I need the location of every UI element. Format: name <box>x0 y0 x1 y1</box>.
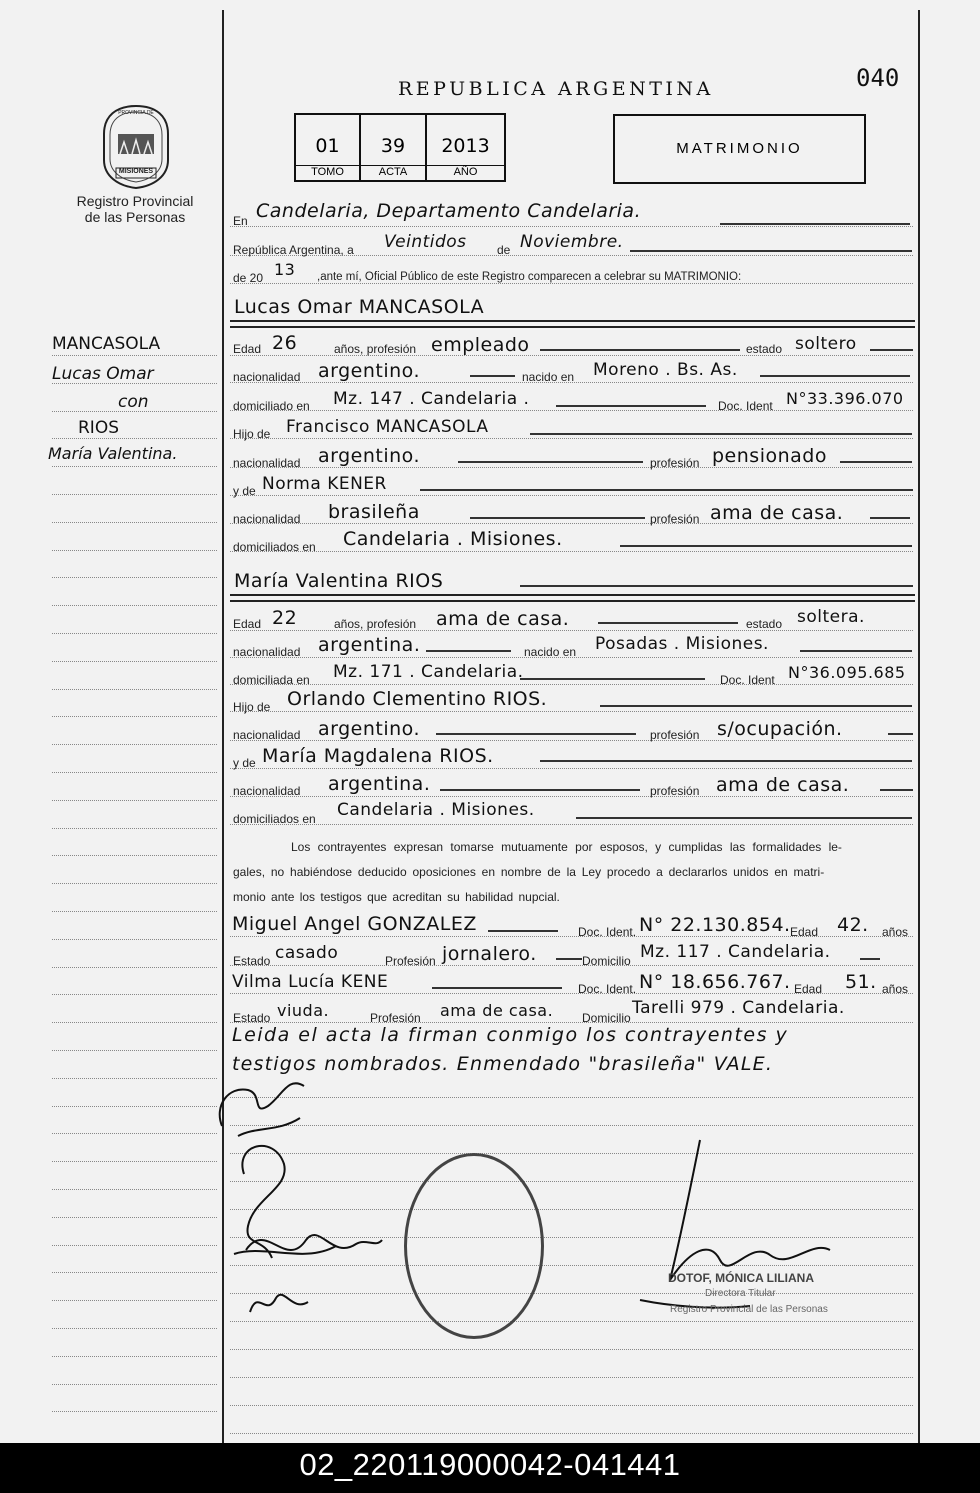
fill-dash-line <box>436 733 636 735</box>
acta-cell <box>361 115 427 180</box>
fill-dash-line <box>488 930 558 932</box>
groom-doc: N°33.396.070 <box>786 389 904 408</box>
bride-age: 22 <box>272 607 298 629</box>
seal-text-top: PROVINCIA DE <box>118 110 154 116</box>
field-underline <box>230 1022 913 1023</box>
margin-name-groom: Lucas Omar <box>52 364 154 384</box>
witness1-domicilio-label: Domicilio <box>582 954 631 968</box>
bride-domiciliada-label: domiciliada en <box>233 673 310 687</box>
margin-rule-line <box>52 1161 217 1162</box>
fill-dash-line <box>880 789 913 791</box>
groom-birthplace: Moreno . Bs. As. <box>593 360 738 380</box>
fill-dash-line <box>432 987 562 989</box>
bride-yde-label: y de <box>233 756 256 770</box>
groom-anios-profesion-label: años, profesión <box>334 342 417 356</box>
en-label: En <box>233 214 248 228</box>
margin-rule-line <box>52 828 217 829</box>
witness2-doc-label: Doc. Ident. <box>578 982 637 996</box>
field-underline <box>230 965 913 966</box>
groom-address: Mz. 147 . Candelaria . <box>333 389 530 409</box>
official-title: Directora Titular <box>705 1288 776 1299</box>
acta-value: 39 <box>380 135 406 157</box>
groom-father-profesion-label: profesión <box>650 456 700 470</box>
registry-name-line1: Registro Provincial <box>76 193 194 209</box>
fill-dash-line <box>556 958 582 960</box>
field-underline <box>230 824 913 825</box>
bride-edad-label: Edad <box>233 617 262 631</box>
bride-father-profession: s/ocupación. <box>717 718 843 740</box>
margin-rule-line <box>52 1411 217 1412</box>
groom-mother-nationality-label: nacionalidad <box>233 512 301 526</box>
field-underline <box>230 630 913 631</box>
field-underline <box>230 796 913 797</box>
field-underline <box>230 410 913 411</box>
official-stamp <box>404 1153 544 1339</box>
name-separator-line <box>230 600 915 602</box>
margin-rule-line <box>52 355 217 356</box>
bride-civil-status: soltera. <box>797 607 865 627</box>
groom-nationality: argentino. <box>318 360 421 382</box>
month-value: Noviembre. <box>520 232 624 252</box>
fill-dash-line <box>870 517 910 519</box>
witness2-estado-label: Estado <box>233 1011 271 1025</box>
field-underline <box>230 495 913 496</box>
fill-dash-line <box>470 375 515 377</box>
bride-address: Mz. 171 . Candelaria. <box>333 662 524 682</box>
field-underline <box>230 551 913 552</box>
fill-dash-line <box>800 650 912 652</box>
field-underline <box>230 467 913 468</box>
margin-rule-line <box>52 550 217 551</box>
witness2-anios-label: años <box>882 982 909 996</box>
bride-father: Orlando Clementino RIOS. <box>287 688 548 710</box>
field-underline <box>230 711 913 712</box>
margin-rule-line <box>52 522 217 523</box>
signature-witness-2-icon <box>244 1282 314 1322</box>
groom-father-profession: pensionado <box>712 445 827 467</box>
margin-rule-line <box>52 1300 217 1301</box>
fill-dash-line <box>630 250 912 252</box>
groom-mother-profession: ama de casa. <box>710 502 844 524</box>
margin-surname-groom: MANCASOLA <box>52 334 161 354</box>
name-separator-line <box>230 594 915 596</box>
groom-profession: empleado <box>431 334 530 356</box>
witness2-age: 51. <box>845 971 877 993</box>
bride-hijo-label: Hijo de <box>233 700 271 714</box>
margin-rule-line <box>52 716 217 717</box>
witness1-edad-label: Edad <box>790 925 819 939</box>
margin-rule-line <box>52 1328 217 1329</box>
groom-nacido-label: nacido en <box>522 370 575 384</box>
margin-rule-line <box>52 494 217 495</box>
groom-father: Francisco MANCASOLA <box>286 417 489 437</box>
witness1-estado-label: Estado <box>233 954 271 968</box>
main-rule-line <box>230 1349 913 1350</box>
year-suffix: 13 <box>274 260 296 279</box>
field-underline <box>230 355 913 356</box>
field-underline <box>230 768 913 769</box>
witness1-doc-label: Doc. Ident. <box>578 925 637 939</box>
republica-label: República Argentina, a <box>233 243 354 257</box>
fill-dash-line <box>598 622 738 624</box>
registry-name-line2: de las Personas <box>84 209 186 225</box>
groom-parents-address: Candelaria . Misiones. <box>343 528 563 550</box>
fill-dash-line <box>458 461 643 463</box>
margin-rule-line <box>52 1217 217 1218</box>
fill-dash-line <box>540 760 912 762</box>
margin-rule-line <box>52 689 217 690</box>
margin-rule-line <box>52 1106 217 1107</box>
bride-mother-profession: ama de casa. <box>716 774 850 796</box>
name-separator-line <box>230 320 915 322</box>
fill-dash-line <box>760 375 910 377</box>
margin-rule-line <box>52 605 217 606</box>
margin-rule-line <box>52 1133 217 1134</box>
fill-dash-line <box>530 433 912 435</box>
official-name: DOTOF, MÓNICA LILIANA <box>668 1271 814 1285</box>
groom-domiciliado-label: domiciliado en <box>233 399 310 413</box>
fill-dash-line <box>840 461 912 463</box>
right-frame-line <box>918 10 920 1443</box>
bride-estado-label: estado <box>746 617 783 631</box>
groom-age: 26 <box>272 332 298 354</box>
field-underline <box>230 740 913 741</box>
field-underline <box>230 684 913 685</box>
witness2-profession: ama de casa. <box>440 1001 554 1020</box>
margin-rule-line <box>52 1272 217 1273</box>
record-number-boxes <box>294 113 506 182</box>
groom-edad-label: Edad <box>233 342 262 356</box>
field-underline <box>230 438 913 439</box>
bride-name: María Valentina RIOS <box>234 570 444 592</box>
footer-barcode-text: 02_220119000042-041441 <box>0 1443 980 1493</box>
acta-label: ACTA <box>361 165 425 178</box>
closing-line1: Leida el acta la firman conmigo los contrayentes y <box>232 1024 789 1046</box>
bride-mother-nationality-label: nacionalidad <box>233 784 301 798</box>
groom-mother: Norma KENER <box>262 474 387 494</box>
margin-rule-line <box>52 967 217 968</box>
place-value: Candelaria, Departamento Candelaria. <box>256 200 642 222</box>
witness2-doc: N° 18.656.767. <box>639 971 791 993</box>
margin-rule-line <box>52 994 217 995</box>
bride-doc-label: Doc. Ident <box>720 673 775 687</box>
bride-parents-address: Candelaria . Misiones. <box>337 800 535 820</box>
groom-father-nationality: argentino. <box>318 445 421 467</box>
bride-profession: ama de casa. <box>436 608 570 630</box>
groom-mother-nationality: brasileña <box>328 501 420 523</box>
margin-rule-line <box>52 1189 217 1190</box>
witness2-name: Vilma Lucía KENE <box>232 972 389 992</box>
page-number: 040 <box>856 64 900 92</box>
bride-birthplace: Posadas . Misiones. <box>595 634 769 654</box>
fill-dash-line <box>576 817 912 819</box>
name-separator-line <box>230 326 915 328</box>
document-title: REPUBLICA ARGENTINA <box>398 78 714 100</box>
margin-rule-line <box>52 1245 217 1246</box>
provincial-seal-icon <box>98 104 174 190</box>
bride-father-nationality-label: nacionalidad <box>233 728 301 742</box>
main-rule-line <box>230 1433 913 1434</box>
fill-dash-line <box>620 545 912 547</box>
margin-rule-line <box>52 800 217 801</box>
margin-rule-line <box>52 661 217 662</box>
field-underline <box>230 283 913 284</box>
main-rule-line <box>230 1405 913 1406</box>
tomo-cell <box>296 115 361 180</box>
groom-yde-label: y de <box>233 484 256 498</box>
witness2-domicilio-label: Domicilio <box>582 1011 631 1025</box>
main-rule-line <box>230 1125 913 1126</box>
margin-rule-line <box>52 438 217 439</box>
bride-mother: María Magdalena RIOS. <box>262 745 494 767</box>
field-underline <box>230 226 913 227</box>
margin-rule-line <box>52 1384 217 1385</box>
margin-con: con <box>118 392 149 412</box>
fill-dash-line <box>600 705 912 707</box>
declaration-line1: Los contrayentes expresan tomarse mutuamente por esposos, y cumplidas las formalidades le- <box>291 840 842 854</box>
bride-doc: N°36.095.685 <box>788 663 906 682</box>
fill-dash-line <box>470 517 645 519</box>
margin-rule-line <box>52 466 217 467</box>
bride-father-profesion-label: profesión <box>650 728 700 742</box>
witness2-status: viuda. <box>277 1001 330 1020</box>
margin-rule-line <box>52 855 217 856</box>
anio-label: AÑO <box>427 165 504 178</box>
margin-rule-line <box>52 1050 217 1051</box>
fill-dash-line <box>860 958 880 960</box>
fill-dash-line <box>720 223 910 225</box>
margin-rule-line <box>52 883 217 884</box>
fill-dash-line <box>520 678 705 680</box>
groom-hijo-label: Hijo de <box>233 427 271 441</box>
groom-doc-label: Doc. Ident <box>718 399 773 413</box>
declaration-line2: gales, no habiéndose deducido oposiciones en nombre de la Ley procedo a declararlos unidos en matri- <box>233 865 825 879</box>
bride-nationality: argentina. <box>318 634 421 656</box>
groom-estado-label: estado <box>746 342 783 356</box>
witness1-age: 42. <box>837 914 869 936</box>
anio-value: 2013 <box>441 135 490 157</box>
day-value: Veintidos <box>384 232 467 252</box>
groom-nacionalidad-label: nacionalidad <box>233 370 301 384</box>
margin-rule-line <box>52 939 217 940</box>
fill-dash-line <box>420 489 913 491</box>
groom-father-nationality-label: nacionalidad <box>233 456 301 470</box>
margin-rule-line <box>52 772 217 773</box>
closing-line2: testigos nombrados. Enmendado "brasileña" VALE. <box>232 1053 774 1075</box>
bride-anios-profesion-label: años, profesión <box>334 617 417 631</box>
fill-dash-line <box>440 789 640 791</box>
declaration-line3: monio ante los testigos que acreditan su habilidad nupcial. <box>233 890 560 904</box>
bride-mother-profesion-label: profesión <box>650 784 700 798</box>
bride-nacionalidad-label: nacionalidad <box>233 645 301 659</box>
witness2-profesion-label: Profesión <box>370 1011 421 1025</box>
bride-domiciliados-label: domiciliados en <box>233 812 316 826</box>
margin-name-bride: María Valentina. <box>48 444 178 463</box>
intro-statement: ,ante mí, Oficial Público de este Registro comparecen a celebrar su MATRIMONIO: <box>317 271 742 283</box>
bride-father-nationality: argentino. <box>318 718 421 740</box>
groom-domiciliados-label: domiciliados en <box>233 540 316 554</box>
main-rule-line <box>230 1097 913 1098</box>
margin-rule-line <box>52 744 217 745</box>
margin-surname-bride: RIOS <box>78 418 119 438</box>
signature-official-icon <box>630 1130 850 1330</box>
signature-bride-icon <box>236 1200 386 1280</box>
act-type-box <box>613 114 866 184</box>
year-prefix: de 20 <box>233 271 264 285</box>
margin-rule-line <box>52 911 217 912</box>
registry-name <box>60 193 210 225</box>
witness1-anios-label: años <box>882 925 909 939</box>
witness2-edad-label: Edad <box>794 982 823 996</box>
fill-dash-line <box>888 733 913 735</box>
margin-rule-line <box>52 1356 217 1357</box>
tomo-value: 01 <box>315 135 340 157</box>
anio-cell <box>427 115 504 180</box>
bride-nacido-label: nacido en <box>524 645 577 659</box>
margin-rule-line <box>52 633 217 634</box>
groom-mother-profesion-label: profesión <box>650 512 700 526</box>
bride-mother-nationality: argentina. <box>328 773 431 795</box>
tomo-label: TOMO <box>296 165 359 178</box>
margin-rule-line <box>52 577 217 578</box>
witness1-profession: jornalero. <box>442 943 537 965</box>
fill-dash-line <box>426 650 511 652</box>
fill-dash-line <box>520 585 913 587</box>
act-type-label: MATRIMONIO <box>676 140 803 157</box>
margin-rule-line <box>52 1078 217 1079</box>
de-label: de <box>497 243 511 257</box>
groom-name: Lucas Omar MANCASOLA <box>234 296 485 318</box>
witness1-address: Mz. 117 . Candelaria. <box>640 942 831 962</box>
main-rule-line <box>230 1377 913 1378</box>
witness1-doc: N° 22.130.854. <box>639 914 791 936</box>
fill-dash-line <box>540 349 740 351</box>
witness1-profesion-label: Profesión <box>385 954 436 968</box>
witness1-status: casado <box>275 943 339 963</box>
fill-dash-line <box>556 405 706 407</box>
witness1-name: Miguel Angel GONZALEZ <box>232 913 477 935</box>
witness2-address: Tarelli 979 . Candelaria. <box>632 998 845 1018</box>
official-office: Registro Provincial de las Personas <box>670 1304 828 1315</box>
margin-rule-line <box>52 1022 217 1023</box>
fill-dash-line <box>870 349 913 351</box>
groom-civil-status: soltero <box>795 334 857 354</box>
seal-text-bottom: MISIONES <box>118 168 154 175</box>
